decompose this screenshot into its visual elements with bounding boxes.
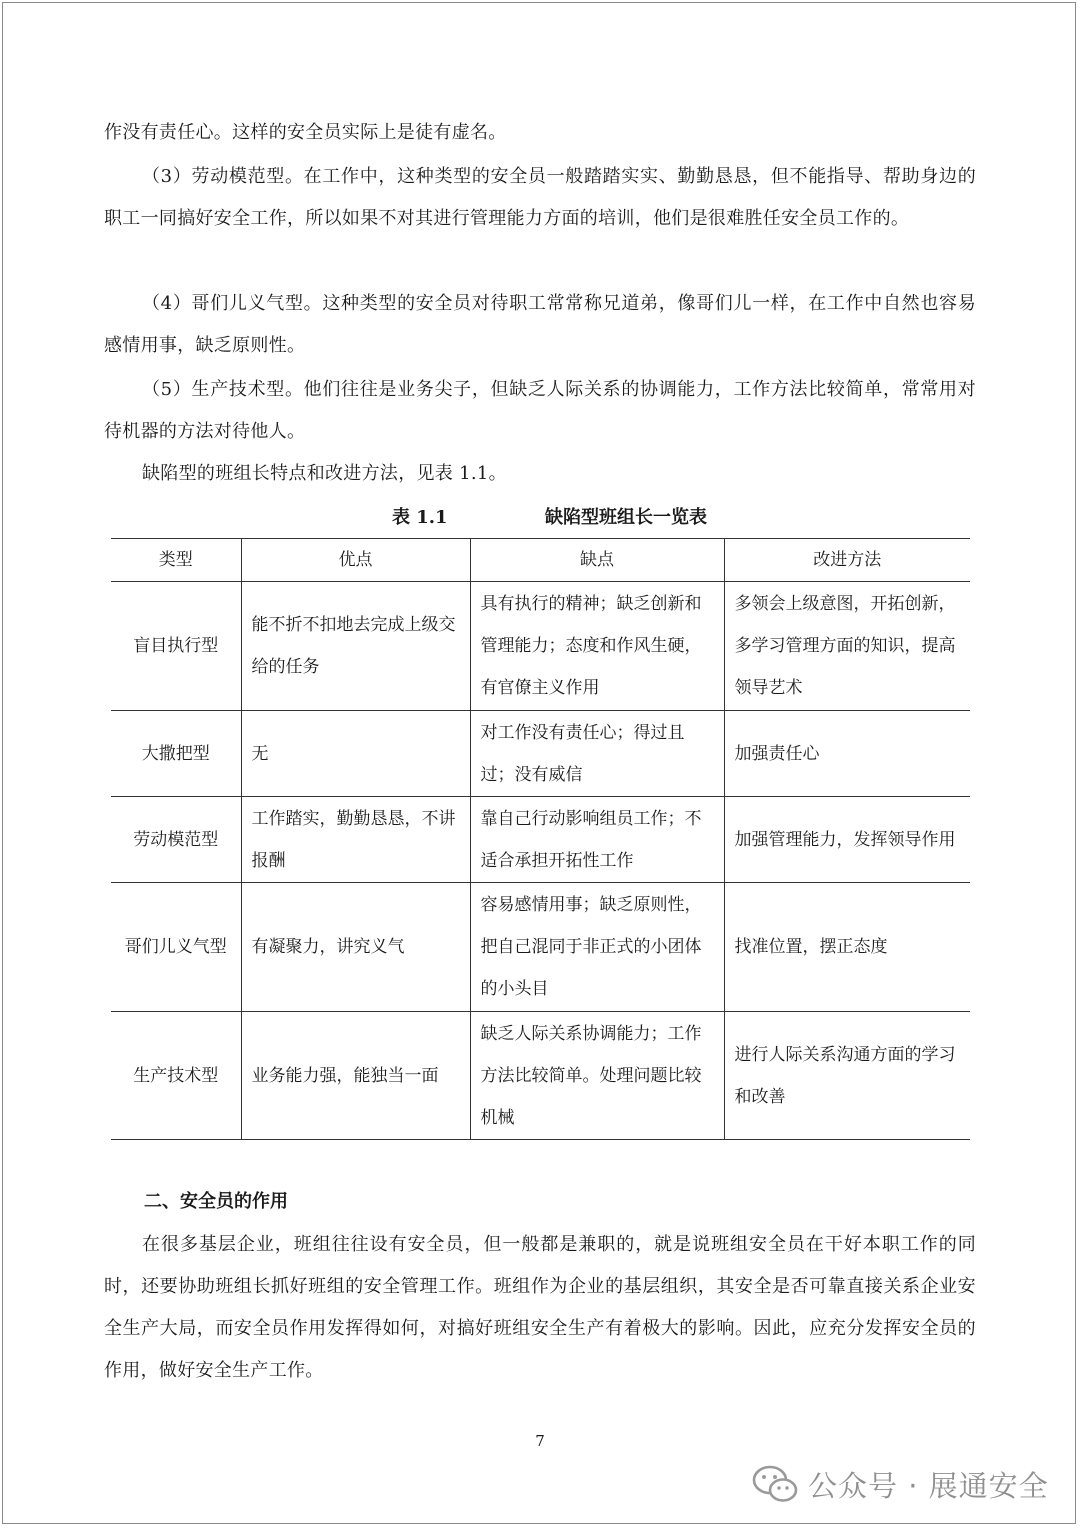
table-row [111, 1012, 970, 1140]
cell-improvement: 找准位置，摆正态度 [724, 883, 970, 1012]
table-row [111, 711, 970, 797]
cell-improvement: 加强责任心 [724, 711, 970, 797]
table-caption-title: 缺陷型班组长一览表 [545, 507, 707, 528]
watermark [752, 1462, 1049, 1506]
table-row [111, 797, 970, 883]
watermark-text: 公众号 · 展通安全 [808, 1468, 1049, 1503]
cell-weaknesses: 容易感情用事；缺乏原则性，把自己混同于非正式的小团体的小头目 [470, 883, 724, 1012]
wechat-icon [752, 1464, 798, 1504]
page-number: 7 [535, 1432, 545, 1450]
paragraph-technical: （5）生产技术型。他们往往是业务尖子，但缺乏人际关系的协调能力，工作方法比较简单，常常用对待机器的方法对待他人。 [104, 379, 976, 442]
cell-weaknesses: 缺乏人际关系协调能力；工作方法比较简单。处理问题比较机械 [470, 1012, 724, 1140]
cell-strengths: 业务能力强，能独当一面 [241, 1012, 470, 1140]
cell-type: 哥们儿义气型 [111, 883, 241, 1012]
cell-weaknesses: 具有执行的精神；缺乏创新和管理能力；态度和作风生硬，有官僚主义作用 [470, 582, 724, 711]
table-row [111, 883, 970, 1012]
defect-leader-table [111, 538, 970, 1140]
cell-improvement: 进行人际关系沟通方面的学习和改善 [724, 1012, 970, 1140]
table-row [111, 582, 970, 711]
header-strengths: 优点 [241, 539, 470, 582]
cell-type: 大撒把型 [111, 711, 241, 797]
cell-weaknesses: 对工作没有责任心；得过且过；没有威信 [470, 711, 724, 797]
cell-strengths: 无 [241, 711, 470, 797]
paragraph-labor-model: （3）劳动模范型。在工作中，这种类型的安全员一般踏踏实实、勤勤恳恳，但不能指导、帮助身边的职工一同搞好安全工作，所以如果不对其进行管理能力方面的培训，他们是很难胜任安全员工作的。 [104, 166, 976, 229]
paragraph-table-intro: 缺陷型的班组长特点和改进方法，见表 1.1。 [142, 463, 507, 484]
cell-improvement: 多领会上级意图，开拓创新，多学习管理方面的知识，提高领导艺术 [724, 582, 970, 711]
paragraph-continuation: 作没有责任心。这样的安全员实际上是徒有虚名。 [104, 122, 507, 143]
cell-type: 生产技术型 [111, 1012, 241, 1140]
cell-type: 盲目执行型 [111, 582, 241, 711]
cell-improvement: 加强管理能力，发挥领导作用 [724, 797, 970, 883]
table-caption [0, 503, 1080, 533]
header-weaknesses: 缺点 [470, 539, 724, 582]
section-body: 在很多基层企业，班组往往设有安全员，但一般都是兼职的，就是说班组安全员在干好本职工作的同时，还要协助班组长抓好班组的安全管理工作。班组作为企业的基层组织，其安全是否可靠直接关系企业安全生产大局，而安全员作用发挥得如何，对搞好班组安全生产有着极大的影响。因此，应充分发挥安全员的作用，做好安全生产工作。 [104, 1234, 976, 1381]
section-heading: 二、安全员的作用 [144, 1191, 288, 1212]
cell-strengths: 工作踏实，勤勤恳恳，不讲报酬 [241, 797, 470, 883]
cell-weaknesses: 靠自己行动影响组员工作；不适合承担开拓性工作 [470, 797, 724, 883]
cell-strengths: 有凝聚力，讲究义气 [241, 883, 470, 1012]
paragraph-brotherhood: （4）哥们儿义气型。这种类型的安全员对待职工常常称兄道弟，像哥们儿一样，在工作中自然也容易感情用事，缺乏原则性。 [104, 293, 976, 356]
table-header-row [111, 539, 970, 582]
header-improvement: 改进方法 [724, 539, 970, 582]
header-type: 类型 [111, 539, 241, 582]
cell-strengths: 能不折不扣地去完成上级交给的任务 [241, 582, 470, 711]
table-caption-number: 表 1.1 [392, 507, 448, 528]
cell-type: 劳动模范型 [111, 797, 241, 883]
